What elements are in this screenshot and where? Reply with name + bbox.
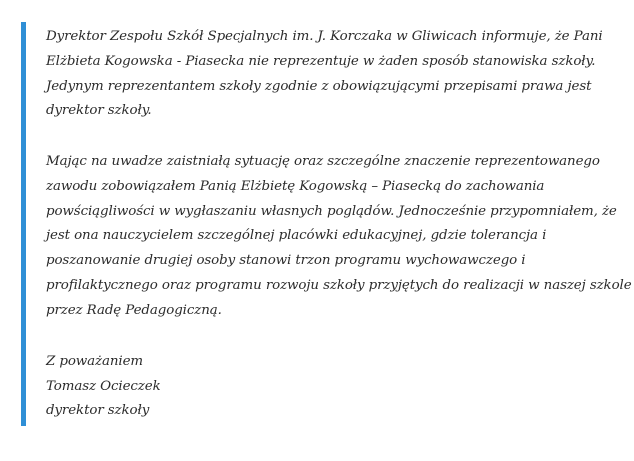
letter-body: [26, 22, 632, 426]
paragraph-1-line-1: Dyrektor Zespołu Szkół Specjalnych im. J. Korczaka w Gliwicach informuje, że Pani: [46, 29, 603, 44]
paragraph-1-line-4: dyrektor szkoły.: [46, 103, 152, 119]
paragraph-2-line-7: przez Radę Pedagogiczną.: [46, 302, 222, 318]
paragraph-2-line-1: Mając na uwadze zaistniałą sytuację oraz szczególne znaczenie reprezentowanego: [46, 154, 600, 169]
paragraph-1-line-3: Jedynym reprezentantem szkoły zgodnie z obowiązującymi przepisami prawa jest: [46, 78, 592, 94]
paragraph-2-line-3: powściągliwości w wygłaszaniu własnych poglądów. Jednocześnie przypomniałem, że: [46, 203, 617, 219]
paragraph-2-line-4: jest ona nauczycielem szczególnej placówki edukacyjnej, gdzie tolerancja i: [46, 228, 547, 244]
paragraph-2: [46, 150, 632, 324]
paragraph-2-line-5: poszanowanie drugiej osoby stanowi trzon programu wychowawczego i: [46, 253, 526, 269]
paragraph-1: [46, 25, 618, 124]
signatory-name: Tomasz Ocieczek: [46, 379, 161, 394]
paragraph-2-line-6: profilaktycznego oraz programu rozwoju szkoły przyjętych do realizacji w naszej szkole: [46, 277, 632, 293]
signatory-title: dyrektor szkoły: [46, 403, 150, 418]
closing: Z poważaniem: [46, 354, 144, 369]
paragraph-2-line-2: zawodu zobowiązałem Panią Elżbietę Kogowską – Piasecką do zachowania: [46, 178, 545, 194]
paragraph-1-line-2: Elżbieta Kogowska - Piasecka nie reprezentuje w żaden sposób stanowiska szkoły.: [46, 53, 596, 69]
